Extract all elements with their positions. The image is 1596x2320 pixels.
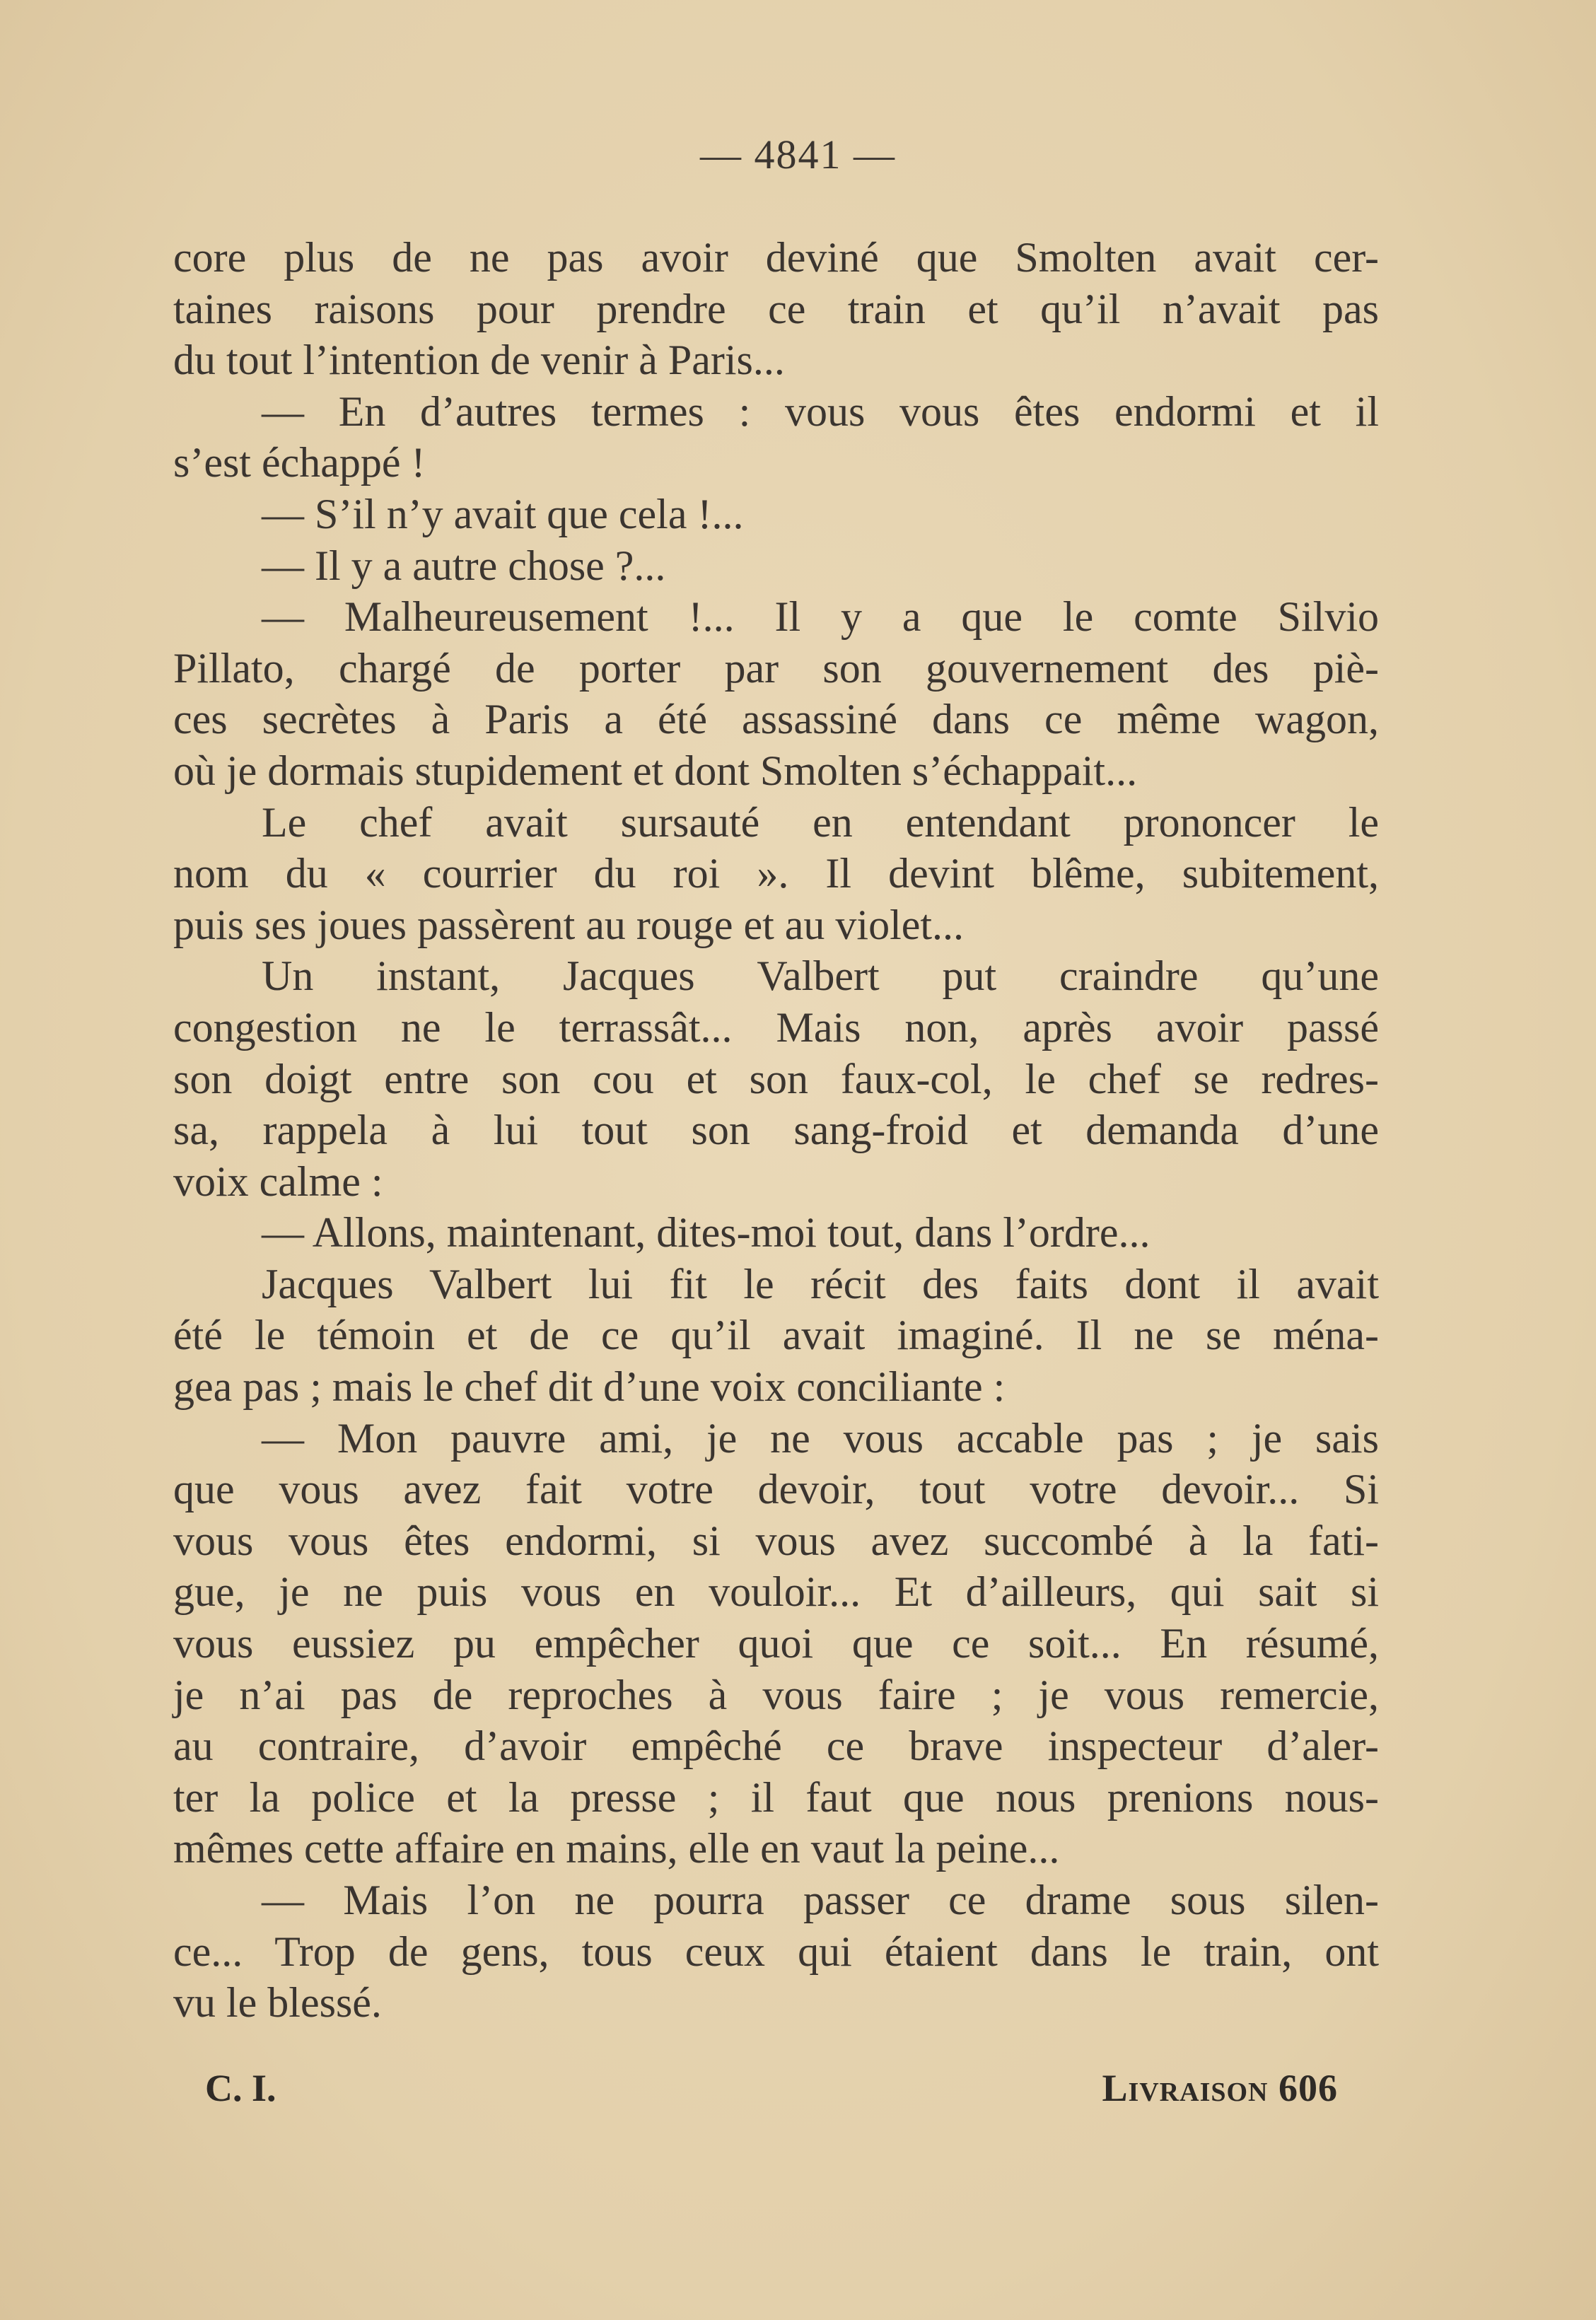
text-line: — Mais l’on ne pourra passer ce drame sous silen-	[262, 1877, 1379, 1923]
page-number: — 4841 —	[700, 132, 896, 177]
text-line: ces secrètes à Paris a été assassiné dans ce même wagon,	[173, 696, 1379, 743]
paragraph	[173, 797, 1379, 951]
text-line: nom du « courrier du roi ». Il devint blême, subitement,	[173, 850, 1379, 897]
text-line: au contraire, d’avoir empêché ce brave inspecteur d’aler-	[173, 1722, 1379, 1770]
footer-livraison: Livraison 606	[1102, 2067, 1338, 2109]
text-line: ter la police et la presse ; il faut que nous prenions nous-	[173, 1773, 1379, 1821]
paragraph	[173, 591, 1379, 796]
text-line: voix calme :	[173, 1158, 383, 1205]
text-line: gue, je ne puis vous en vouloir... Et d’ailleurs, qui sait si	[173, 1568, 1379, 1616]
text-line: core plus de ne pas avoir deviné que Smolten avait cer-	[173, 234, 1379, 281]
paragraph	[173, 1875, 1379, 2029]
text-line: — S’il n’y avait que cela !...	[262, 490, 744, 537]
paragraph	[173, 489, 1379, 540]
text-line: congestion ne le terrassât... Mais non, après avoir passé	[173, 1003, 1379, 1051]
text-line: Le chef avait sursauté en entendant prononcer le	[262, 798, 1379, 846]
text-line: — En d’autres termes : vous vous êtes endormi et il	[262, 387, 1379, 435]
footer-signature: C. I.	[205, 2067, 276, 2109]
text-line: — Mon pauvre ami, je ne vous accable pas ; je sais	[262, 1414, 1379, 1462]
text-line: vous eussiez pu empêcher quoi que ce soit... En résumé,	[173, 1620, 1379, 1667]
text-line: Un instant, Jacques Valbert put craindre qu’une	[262, 952, 1379, 1000]
text-line: s’est échappé !	[173, 439, 426, 486]
text-line: vu le blessé.	[173, 1979, 382, 2027]
text-line: gea pas ; mais le chef dit d’une voix conciliante :	[173, 1363, 1006, 1411]
text-line: été le témoin et de ce qu’il avait imaginé. Il ne se ména-	[173, 1312, 1379, 1359]
text-line: — Il y a autre chose ?...	[262, 542, 666, 589]
paragraph	[173, 950, 1379, 1207]
paragraph	[173, 1413, 1379, 1875]
paragraph	[173, 540, 1379, 592]
text-line: Pillato, chargé de porter par son gouvernement des piè-	[173, 644, 1379, 692]
text-line: Jacques Valbert lui fit le récit des faits dont il avait	[262, 1260, 1379, 1307]
text-line: que vous avez fait votre devoir, tout votre devoir... Si	[173, 1466, 1379, 1513]
text-line: du tout l’intention de venir à Paris...	[173, 337, 785, 384]
paragraph	[173, 232, 1379, 386]
text-line: — Malheureusement !... Il y a que le comte Silvio	[262, 593, 1379, 641]
text-line: je n’ai pas de reproches à vous faire ; je vous remercie,	[173, 1671, 1379, 1718]
text-line: taines raisons pour prendre ce train et qu’il n’avait pas	[173, 285, 1379, 332]
text-line: mêmes cette affaire en mains, elle en vaut la peine...	[173, 1825, 1060, 1872]
paragraph	[173, 1259, 1379, 1413]
body-text	[173, 232, 1379, 2029]
paragraph	[173, 386, 1379, 489]
text-line: — Allons, maintenant, dites-moi tout, dans l’ordre...	[262, 1209, 1151, 1257]
text-line: vous vous êtes endormi, si vous avez succombé à la fati-	[173, 1517, 1379, 1564]
text-line: puis ses joues passèrent au rouge et au violet...	[173, 901, 965, 948]
text-line: ce... Trop de gens, tous ceux qui étaient dans le train, ont	[173, 1928, 1379, 1975]
paragraph	[173, 1207, 1379, 1259]
text-line: son doigt entre son cou et son faux-col, le chef se redres-	[173, 1055, 1379, 1102]
text-line: où je dormais stupidement et dont Smolten s’échappait...	[173, 747, 1138, 794]
text-line: sa, rappela à lui tout son sang-froid et demanda d’une	[173, 1107, 1379, 1154]
